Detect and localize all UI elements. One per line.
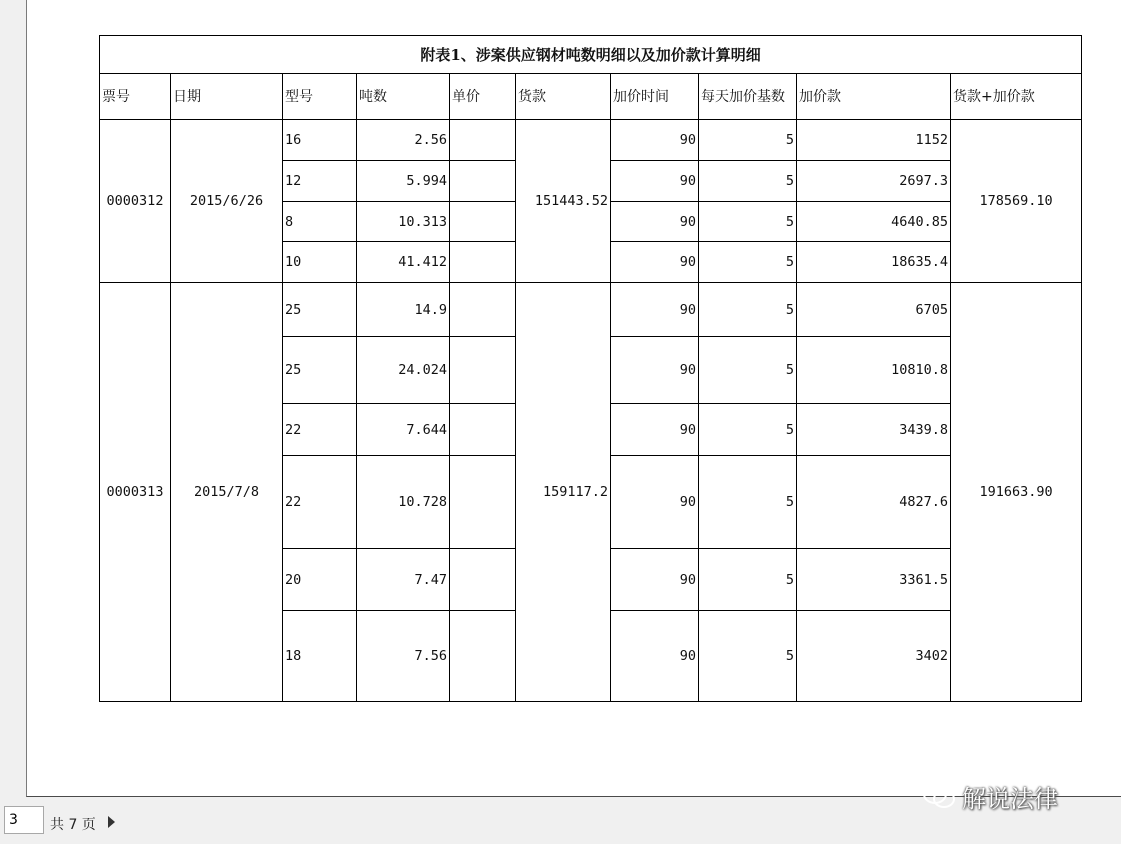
model-cell: 22 (283, 456, 357, 549)
wechat-icon (922, 783, 956, 809)
unit-price-cell (450, 549, 516, 611)
surcharge-days-cell: 90 (611, 337, 699, 404)
unit-price-cell (450, 202, 516, 242)
daily-base-cell: 5 (699, 161, 797, 202)
surcharge-days-cell: 90 (611, 404, 699, 456)
surcharge-days-cell: 90 (611, 242, 699, 283)
unit-price-cell (450, 161, 516, 202)
header-model: 型号 (283, 74, 357, 120)
tons-cell: 10.728 (357, 456, 450, 549)
document-page (26, 0, 1121, 797)
unit-price-cell (450, 456, 516, 549)
header-ticket: 票号 (100, 74, 171, 120)
unit-price-cell (450, 404, 516, 456)
model-cell: 25 (283, 283, 357, 337)
daily-base-cell: 5 (699, 456, 797, 549)
surcharge-cell: 6705 (797, 283, 951, 337)
ticket-cell: 0000312 (100, 120, 171, 283)
daily-base-cell: 5 (699, 202, 797, 242)
surcharge-days-cell: 90 (611, 202, 699, 242)
daily-base-cell: 5 (699, 120, 797, 161)
tons-cell: 24.024 (357, 337, 450, 404)
surcharge-cell: 1152 (797, 120, 951, 161)
date-cell: 2015/7/8 (171, 283, 283, 702)
daily-base-cell: 5 (699, 283, 797, 337)
header-surcharge-days: 加价时间 (611, 74, 699, 120)
header-unit-price: 单价 (450, 74, 516, 120)
table-row (100, 283, 1082, 337)
model-cell: 10 (283, 242, 357, 283)
model-cell: 16 (283, 120, 357, 161)
surcharge-cell: 10810.8 (797, 337, 951, 404)
model-cell: 12 (283, 161, 357, 202)
header-payment: 货款 (516, 74, 611, 120)
header-payment-plus-surcharge: 货款+加价款 (951, 74, 1082, 120)
table-title: 附表1、涉案供应钢材吨数明细以及加价款计算明细 (100, 36, 1082, 74)
model-cell: 25 (283, 337, 357, 404)
tons-cell: 10.313 (357, 202, 450, 242)
header-daily-base: 每天加价基数 (699, 74, 797, 120)
table-row (100, 120, 1082, 161)
surcharge-days-cell: 90 (611, 549, 699, 611)
ticket-cell: 0000313 (100, 283, 171, 702)
tons-cell: 7.644 (357, 404, 450, 456)
date-cell: 2015/6/26 (171, 120, 283, 283)
surcharge-cell: 3361.5 (797, 549, 951, 611)
surcharge-days-cell: 90 (611, 283, 699, 337)
header-tons: 吨数 (357, 74, 450, 120)
surcharge-cell: 4640.85 (797, 202, 951, 242)
surcharge-cell: 3439.8 (797, 404, 951, 456)
model-cell: 22 (283, 404, 357, 456)
daily-base-cell: 5 (699, 337, 797, 404)
surcharge-days-cell: 90 (611, 120, 699, 161)
unit-price-cell (450, 242, 516, 283)
page-number-input[interactable] (4, 806, 44, 834)
surcharge-days-cell: 90 (611, 611, 699, 702)
total-cell: 178569.10 (951, 120, 1082, 283)
daily-base-cell: 5 (699, 404, 797, 456)
surcharge-cell: 2697.3 (797, 161, 951, 202)
total-cell: 191663.90 (951, 283, 1082, 702)
data-table (99, 35, 1082, 702)
surcharge-cell: 3402 (797, 611, 951, 702)
surcharge-days-cell: 90 (611, 161, 699, 202)
tons-cell: 5.994 (357, 161, 450, 202)
total-pages-label: 共 7 页 (50, 817, 96, 833)
surcharge-cell: 4827.6 (797, 456, 951, 549)
tons-cell: 41.412 (357, 242, 450, 283)
unit-price-cell (450, 120, 516, 161)
tons-cell: 14.9 (357, 283, 450, 337)
tons-cell: 2.56 (357, 120, 450, 161)
tons-cell: 7.56 (357, 611, 450, 702)
next-page-arrow-icon[interactable] (108, 816, 115, 828)
daily-base-cell: 5 (699, 549, 797, 611)
daily-base-cell: 5 (699, 242, 797, 283)
daily-base-cell: 5 (699, 611, 797, 702)
model-cell: 18 (283, 611, 357, 702)
surcharge-days-cell: 90 (611, 456, 699, 549)
unit-price-cell (450, 337, 516, 404)
header-surcharge: 加价款 (797, 74, 951, 120)
model-cell: 8 (283, 202, 357, 242)
model-cell: 20 (283, 549, 357, 611)
watermark (922, 778, 1058, 814)
surcharge-cell: 18635.4 (797, 242, 951, 283)
header-date: 日期 (171, 74, 283, 120)
unit-price-cell (450, 611, 516, 702)
payment-cell: 159117.2 (516, 283, 611, 702)
payment-cell: 151443.52 (516, 120, 611, 283)
header-row (100, 74, 1082, 120)
watermark-text: 解说法律 (962, 784, 1058, 813)
unit-price-cell (450, 283, 516, 337)
tons-cell: 7.47 (357, 549, 450, 611)
